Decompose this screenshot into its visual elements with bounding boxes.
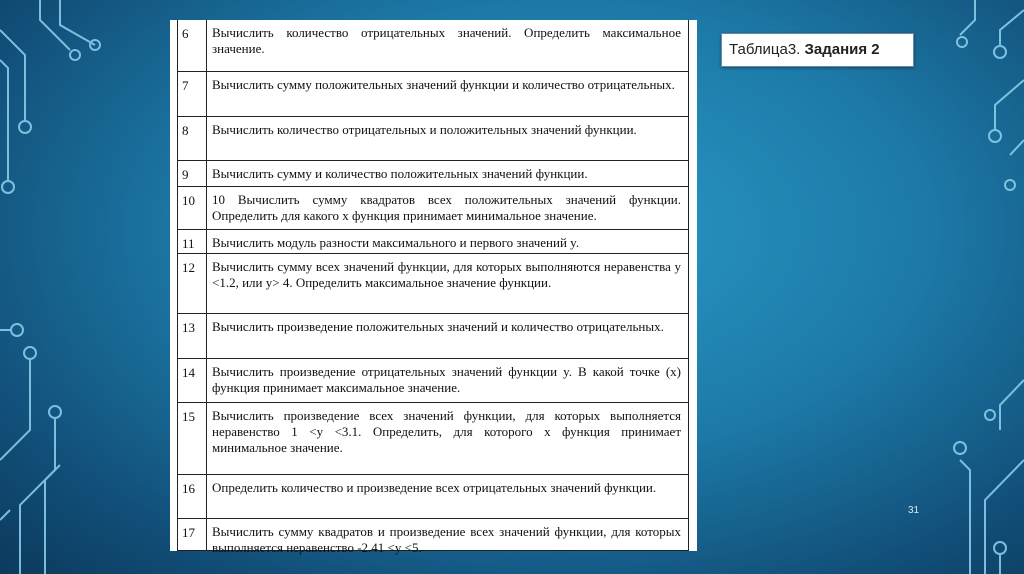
row-number: 10 <box>178 187 207 229</box>
tasks-table <box>177 20 689 555</box>
table-row <box>178 117 688 161</box>
row-number: 7 <box>178 72 207 116</box>
row-number: 12 <box>178 254 207 313</box>
row-number: 8 <box>178 117 207 160</box>
table-row <box>178 359 688 403</box>
table-row <box>178 230 688 254</box>
table-row <box>178 254 688 314</box>
row-text: 10 Вычислить сумму квадратов всех положительных значений функции. Определить для какого x функция принимает минимальное значение. <box>212 192 681 223</box>
row-number: 6 <box>178 20 207 71</box>
row-text: Вычислить количество отрицательных значений. Определить максимальное значение. <box>212 25 681 56</box>
row-text: Вычислить сумму положительных значений функции и количество отрицательных. <box>212 77 675 92</box>
page-number: 31 <box>908 505 920 516</box>
row-text: Вычислить произведение отрицательных значений функции y. В какой точке (x) функция принимает максимальное значение. <box>212 364 681 395</box>
caption-prefix: Таблица3. <box>729 41 801 58</box>
row-text: Вычислить модуль разности максимального и первого значений y. <box>212 235 580 250</box>
row-text: Вычислить сумму квадратов и произведение всех значений функции, для которых выполняется неравенство -2.41 <y <5. <box>212 524 681 555</box>
table-row <box>178 161 688 187</box>
table-row <box>178 187 688 230</box>
row-text: Вычислить произведение всех значений функции, для которых выполняется неравенство 1 <y <3.1. Определить, для которого x функция принимает минимальное значение. <box>212 408 681 455</box>
table-image <box>170 20 697 555</box>
table-row <box>178 72 688 117</box>
row-number: 14 <box>178 359 207 402</box>
row-number: 11 <box>178 230 207 253</box>
table-row <box>178 519 688 555</box>
row-number: 17 <box>178 519 207 550</box>
row-text: Определить количество и произведение всех отрицательных значений функции. <box>212 480 657 495</box>
row-number: 9 <box>178 161 207 186</box>
row-text: Вычислить сумму всех значений функции, для которых выполняются неравенства y <1.2, или y> 4. Определить максимальное значение функции. <box>212 259 681 290</box>
row-number: 13 <box>178 314 207 358</box>
row-number: 16 <box>178 475 207 518</box>
caption-bold: Задания 2 <box>800 41 880 58</box>
row-text: Вычислить произведение положительных значений и количество отрицательных. <box>212 319 664 334</box>
table-row <box>178 314 688 359</box>
table-row <box>178 403 688 475</box>
row-text: Вычислить сумму и количество положительных значений функции. <box>212 166 588 181</box>
slide-caption <box>721 33 914 67</box>
row-number: 15 <box>178 403 207 474</box>
table-row <box>178 20 688 72</box>
row-text: Вычислить количество отрицательных и положительных значений функции. <box>212 122 637 137</box>
table-row <box>178 475 688 519</box>
